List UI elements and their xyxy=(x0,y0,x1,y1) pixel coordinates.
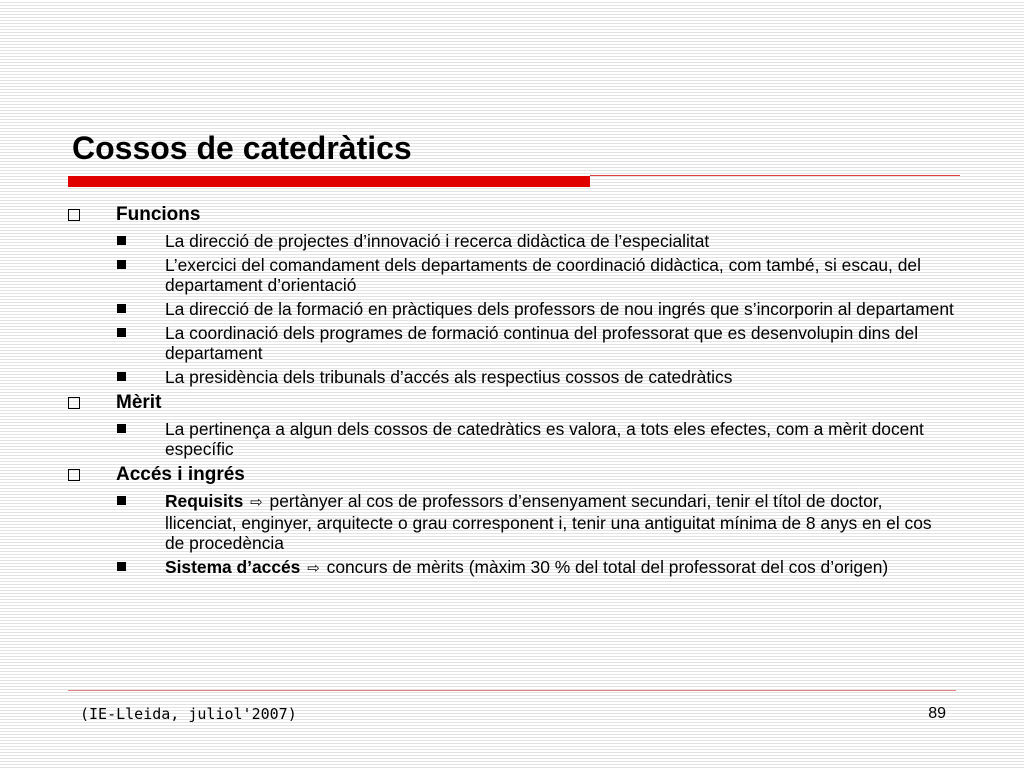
filled-square-bullet-icon xyxy=(117,328,126,337)
section-heading-text: Mèrit xyxy=(116,392,162,413)
section-acces-ingres xyxy=(68,463,968,579)
list-item xyxy=(68,255,955,295)
right-arrow-icon: ⇨ xyxy=(250,494,263,511)
list-item xyxy=(68,323,955,363)
filled-square-bullet-icon xyxy=(117,372,126,381)
list-item xyxy=(68,491,955,553)
list-item xyxy=(68,299,955,319)
section-heading-text: Funcions xyxy=(116,204,201,225)
list-item xyxy=(68,231,955,251)
filled-square-bullet-icon xyxy=(117,236,126,245)
title-underline-thin xyxy=(590,175,960,176)
hollow-square-bullet-icon xyxy=(68,209,80,221)
list-item-text: La pertinença a algun dels cossos de catedràtics es valora, a tots eles efectes, com a mèrit docent específic xyxy=(165,419,924,459)
list-item xyxy=(68,557,955,579)
list-item xyxy=(68,419,955,459)
bullet-list xyxy=(68,419,968,459)
list-item xyxy=(68,367,955,387)
filled-square-bullet-icon xyxy=(117,496,126,505)
list-item-label: Sistema d’accés xyxy=(165,557,301,577)
filled-square-bullet-icon xyxy=(117,304,126,313)
list-item-text: La direcció de projectes d’innovació i recerca didàctica de l’especialitat xyxy=(165,231,710,251)
list-item-text: pertànyer al cos de professors d’ensenyament secundari, tenir el títol de doctor, llicenciat, enginyer, arquitecte o grau corresponent i, tenir una antiguitat mínima de 8 anys en el cos de procedència xyxy=(165,491,932,553)
bullet-list xyxy=(68,231,968,387)
list-item-text: La presidència dels tribunals d’accés als respectius cossos de catedràtics xyxy=(165,367,733,387)
filled-square-bullet-icon xyxy=(117,260,126,269)
section-heading xyxy=(68,391,968,415)
list-item-text: L’exercici del comandament dels departaments de coordinació didàctica, com també, si escau, del departament d’orientació xyxy=(165,255,921,295)
slide-title: Cossos de catedràtics xyxy=(72,130,412,166)
hollow-square-bullet-icon xyxy=(68,397,80,409)
footer-source: (IE-Lleida, juliol'2007) xyxy=(80,705,297,723)
right-arrow-icon: ⇨ xyxy=(307,560,320,577)
list-item-text: La coordinació dels programes de formació continua del professorat que es desenvolupin dins del departament xyxy=(165,323,919,363)
section-heading-text: Accés i ingrés xyxy=(116,464,245,485)
list-item-label: Requisits xyxy=(165,491,244,511)
section-funcions xyxy=(68,203,968,387)
section-merit xyxy=(68,391,968,459)
slide-content xyxy=(68,203,968,583)
footer-divider xyxy=(68,690,956,691)
hollow-square-bullet-icon xyxy=(68,469,80,481)
page-number: 89 xyxy=(928,705,946,722)
filled-square-bullet-icon xyxy=(117,562,126,571)
section-heading xyxy=(68,203,968,227)
bullet-list xyxy=(68,491,968,579)
list-item-text: concurs de mèrits (màxim 30 % del total del professorat del cos d’origen) xyxy=(326,557,889,577)
title-underline-thick xyxy=(68,176,590,187)
section-heading xyxy=(68,463,968,487)
filled-square-bullet-icon xyxy=(117,424,126,433)
list-item-text: La direcció de la formació en pràctiques dels professors de nou ingrés que s’incorporin al departament xyxy=(165,299,954,319)
